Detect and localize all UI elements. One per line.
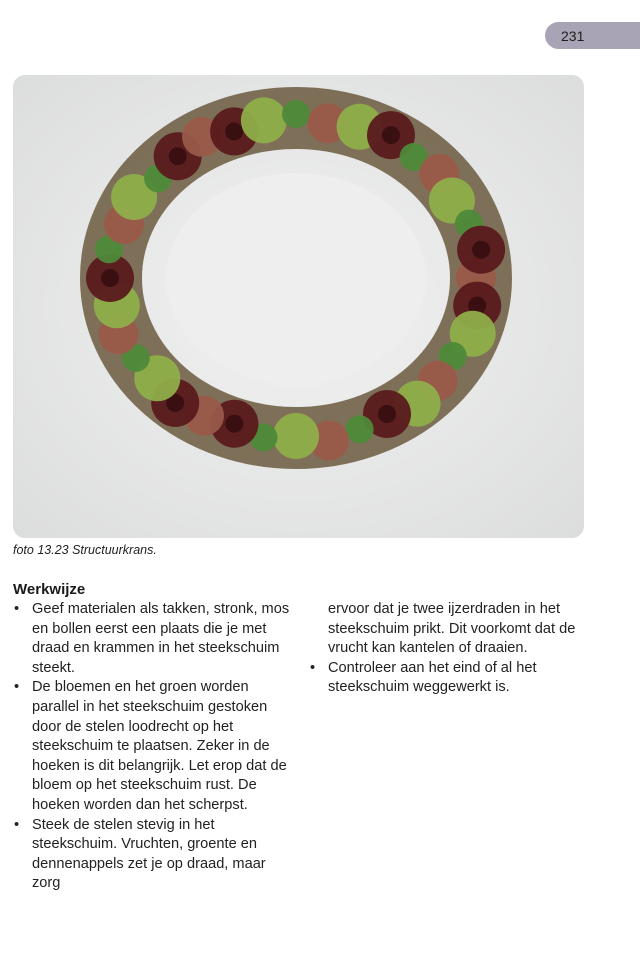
bullet-marker: • (14, 679, 20, 696)
page-number-tab (545, 22, 640, 49)
dahlia-center (225, 122, 243, 140)
list-item-text: Controleer aan het eind of al het steekschuim weggewerkt is. (328, 659, 537, 696)
section-heading: Werkwijze (13, 581, 86, 598)
list-item (310, 659, 588, 698)
page-number: 231 (561, 27, 585, 44)
dahlia-center (225, 415, 243, 433)
bullet-marker: • (14, 601, 20, 617)
wreath-center (166, 173, 426, 383)
dahlia-center (382, 126, 400, 144)
dahlia-center (101, 269, 119, 287)
list-item (14, 816, 292, 894)
list-item (14, 600, 292, 678)
moss-cluster (241, 97, 287, 143)
wreath-illustration (13, 75, 584, 538)
bullet-marker: • (14, 816, 20, 833)
dahlia-center (378, 405, 396, 423)
dahlia-center (472, 241, 490, 259)
wreath-photo (13, 75, 584, 538)
photo-caption: foto 13.23 Structuurkrans. (13, 543, 157, 557)
bullet-marker: • (310, 659, 316, 676)
list-item-text: De bloemen en het groen worden parallel in het steekschuim gestoken door de stelen loodrecht op het steekschuim te plaatsen. Zeker in de hoeken is dit belangrijk. Let erop dat de bloem op het steekschuim rust. De hoeken worden dan het scherpst. (32, 679, 287, 813)
right-column (310, 600, 588, 698)
list-item-text: Geef materialen als takken, stronk, mos en bollen eerst een plaats die je met draad en krammen in het steekschuim steekt. (32, 601, 290, 676)
list-item (14, 678, 292, 815)
moss-cluster (273, 413, 319, 459)
leaf-cluster (282, 100, 310, 128)
left-column (14, 600, 292, 894)
list-item-continuation: ervoor dat je twee ijzerdraden in het steekschuim prikt. Dit voorkomt dat de vrucht kan kantelen of draaien. (328, 601, 576, 657)
dahlia-center (169, 147, 187, 165)
leaf-cluster (346, 415, 374, 443)
list-item-text: Steek de stelen stevig in het steekschuim. Vruchten, groente en dennenappels zet je op draad, maar zorg (32, 816, 266, 892)
